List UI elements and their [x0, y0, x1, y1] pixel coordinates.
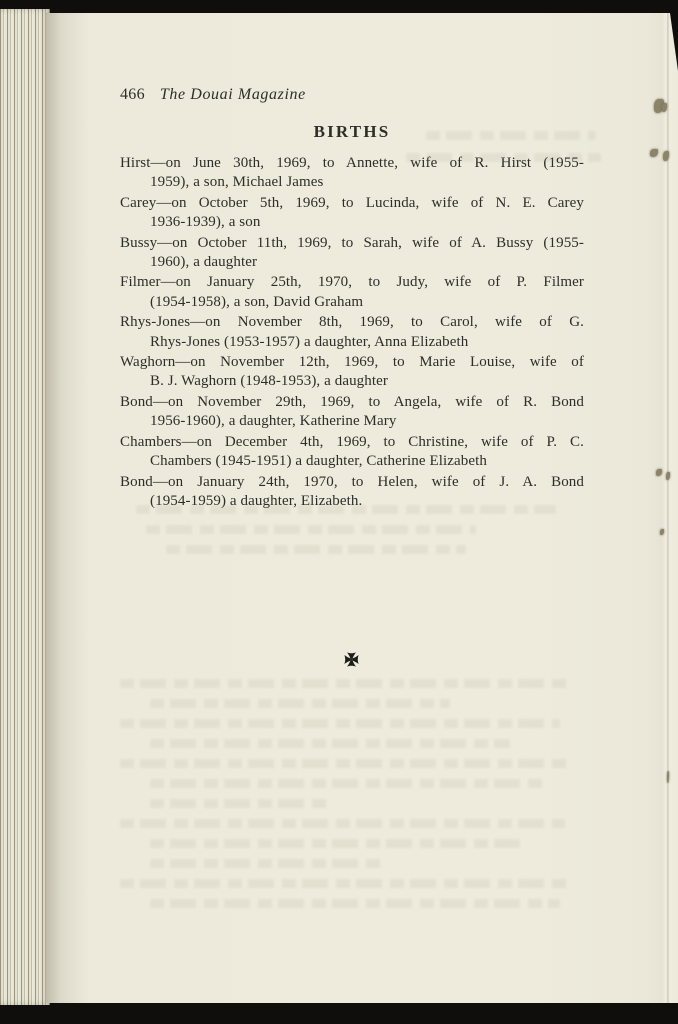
bleed-through-line: [120, 819, 565, 828]
entry-line: Waghorn—on November 12th, 1969, to Marie Louise, wife of: [120, 354, 584, 371]
page-466: [46, 13, 678, 1003]
birth-entry: [120, 234, 584, 273]
paper-tear-mark: [656, 469, 662, 476]
bleed-through-line: [150, 739, 510, 748]
bleed-through-line: [150, 799, 330, 808]
entry-line: 1960), a daughter: [150, 254, 258, 271]
bleed-through-line: [150, 899, 560, 908]
entry-line: Hirst—on June 30th, 1969, to Annette, wife of R. Hirst (1955-: [120, 155, 584, 171]
paper-tear-mark: [660, 529, 664, 535]
paper-tear-mark: [650, 149, 658, 157]
page-number: 466: [120, 86, 145, 103]
birth-entry: [120, 433, 584, 472]
entry-line: 1959), a son, Michael James: [150, 174, 324, 191]
birth-entry: [120, 313, 584, 352]
bleed-through-line: [150, 839, 525, 848]
birth-entry: [120, 353, 584, 392]
entry-line: 1936-1939), a son: [150, 214, 261, 231]
entry-line: 1956-1960), a daughter, Katherine Mary: [150, 413, 397, 430]
text-block: [120, 86, 584, 512]
entry-line: Chambers—on December 4th, 1969, to Christine, wife of P. C.: [120, 433, 584, 450]
birth-entry: [120, 194, 584, 233]
births-list: [120, 154, 584, 511]
paper-tear-mark: [666, 472, 670, 480]
bleed-through-line: [150, 779, 545, 788]
entry-line: B. J. Waghorn (1948-1953), a daughter: [150, 373, 389, 390]
entry-line: Filmer—on January 25th, 1970, to Judy, wife of P. Filmer: [120, 274, 584, 291]
bleed-through-line: [406, 153, 601, 162]
bleed-through-line: [136, 505, 556, 514]
bleed-through-line: [166, 545, 466, 554]
bleed-through-line: [150, 859, 380, 868]
bleed-through-line: [120, 679, 572, 688]
entry-line: Bond—on January 24th, 1970, to Helen, wife of J. A. Bond: [120, 473, 584, 490]
bleed-through-line: [150, 699, 450, 708]
entry-line: (1954-1958), a son, David Graham: [150, 293, 364, 310]
page-edge-crease: [666, 13, 669, 1003]
entry-line: Carey—on October 5th, 1969, to Lucinda, wife of N. E. Carey: [120, 194, 584, 211]
journal-title: The Douai Magazine: [159, 86, 306, 103]
entry-line: Rhys-Jones—on November 8th, 1969, to Carol, wife of G.: [120, 314, 584, 331]
entry-line: (1954-1959) a daughter, Elizabeth.: [150, 492, 363, 509]
bleed-through-line: [120, 719, 560, 728]
entry-line: Bussy—on October 11th, 1969, to Sarah, wife of A. Bussy (1955-: [120, 234, 584, 251]
birth-entry: [120, 393, 584, 432]
bleed-through-line: [120, 759, 568, 768]
bleed-through-line: [120, 879, 570, 888]
entry-line: Rhys-Jones (1953-1957) a daughter, Anna Elizabeth: [150, 333, 469, 350]
running-header: [120, 86, 584, 106]
section-title: BIRTHS: [313, 122, 391, 141]
entry-line: Chambers (1945-1951) a daughter, Catherine Elizabeth: [150, 453, 487, 470]
entry-line: Bond—on November 29th, 1969, to Angela, wife of R. Bond: [120, 393, 584, 410]
bleed-through-line: [426, 131, 596, 140]
maltese-cross-icon: [343, 651, 360, 668]
maltese-cross-glyph: [343, 651, 360, 668]
birth-entry: [120, 273, 584, 312]
bleed-through-line: [146, 525, 476, 534]
book-page-edge-stack: [0, 9, 50, 1005]
scan-corner-shadow: [668, 13, 678, 71]
gutter-shadow: [46, 13, 90, 1003]
